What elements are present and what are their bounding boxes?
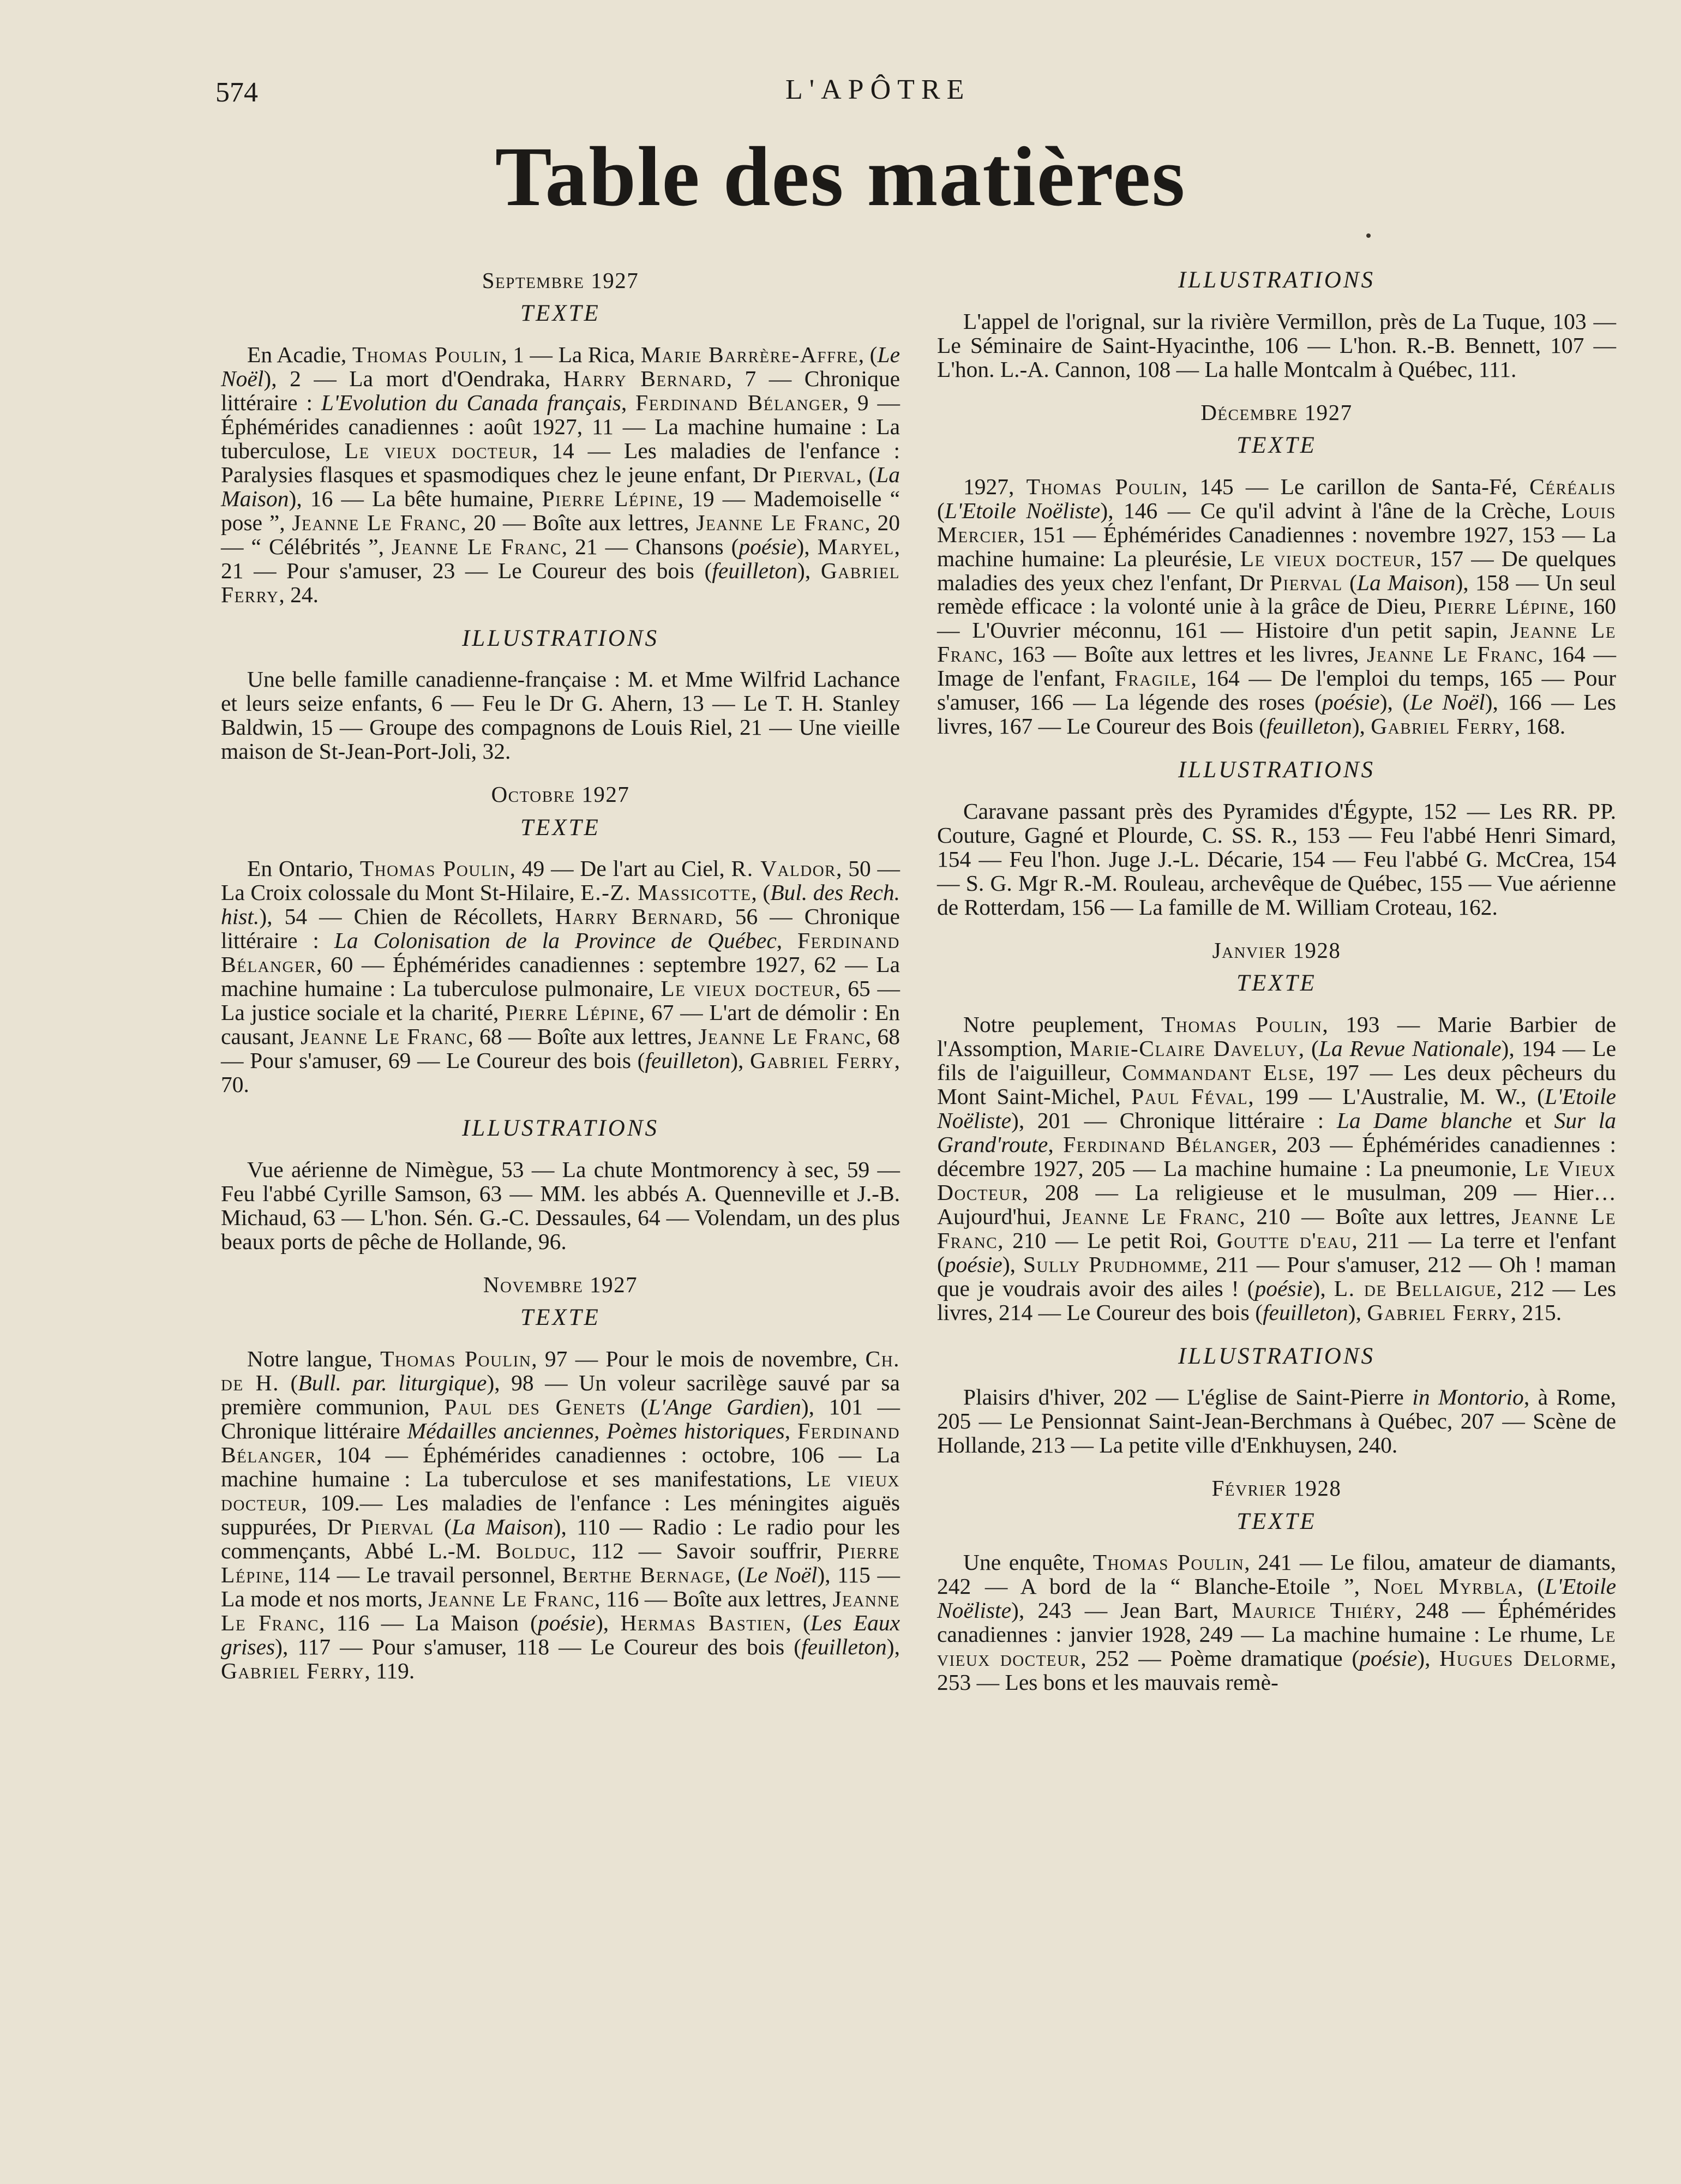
author-name: Thomas Poulin xyxy=(352,342,502,368)
author-name: Noel Myrbla xyxy=(1373,1574,1518,1599)
entry-text: , 193 — Marie Barbier de l'Assomption, xyxy=(937,1011,1616,1061)
author-name: Maryel xyxy=(817,533,894,559)
entry-text: , 104 — Éphémérides canadiennes : octobre, 106 — La machine humaine : La tuberculose et ses manifestations, xyxy=(221,1442,900,1491)
texte-heading: TEXTE xyxy=(1236,1508,1317,1534)
entry-text: , 65 — La justice sociale et la charité, xyxy=(221,976,900,1025)
italic-title: Bul. des Rech. hist. xyxy=(221,880,900,929)
author-name: Thomas Poulin xyxy=(1161,1011,1323,1037)
author-name: Le vieux docteur xyxy=(1240,545,1416,571)
italic-title: L'Evolution du Canada français xyxy=(321,390,621,415)
entry-text: , 70. xyxy=(221,1048,900,1097)
italic-title: Le Noël xyxy=(1410,689,1485,715)
entry-text: ), xyxy=(595,1610,621,1635)
entry-text: ), xyxy=(886,1634,900,1659)
author-name: Paul des Genets xyxy=(444,1394,626,1419)
entry-text: , 109.— Les maladies de l'enfance : Les méningites aiguës suppurées, Dr xyxy=(221,1490,900,1539)
entry-text: , 24. xyxy=(279,581,319,607)
author-name: Marie Barrère-Affre xyxy=(640,342,858,368)
entry-text: , 21 — Chansons ( xyxy=(561,533,739,559)
italic-title: poésie xyxy=(1322,689,1380,715)
entry-text: , 19 — Mademoiselle “ pose ”, xyxy=(221,485,900,535)
entry-text: , 208 — La religieuse et le musulman, 209 — Hier… Aujourd'hui, xyxy=(937,1179,1616,1229)
author-name: Ferdinand Bélanger xyxy=(635,390,843,415)
author-name: Sully Prudhomme xyxy=(1023,1251,1203,1277)
author-name: Jeanne Le Franc xyxy=(937,617,1616,667)
entry-text: ), 158 — Un seul remède efficace : la volonté unie à la grâce de Dieu, xyxy=(937,569,1617,619)
author-name: Le vieux docteur xyxy=(221,1466,900,1515)
author-name: Goutte d'eau xyxy=(1216,1227,1352,1253)
page-number: 574 xyxy=(215,77,258,108)
author-name: L. de Bellaigue xyxy=(1334,1275,1497,1301)
author-name: Céréalis xyxy=(1529,473,1617,499)
entry-text: , 114 — Le travail personnel, xyxy=(284,1562,562,1587)
author-name: Harry Bernard xyxy=(563,366,727,392)
entries-january-illustrations xyxy=(937,1385,1616,1457)
entry-text: ), xyxy=(1352,713,1371,739)
author-name: Le vieux docteur xyxy=(937,1622,1616,1671)
author-name: Ferdinand Bélanger xyxy=(1063,1131,1271,1157)
author-name: Jeanne Le Franc xyxy=(301,1024,468,1049)
entry-text: ), 115 — La mode et nos morts, xyxy=(221,1562,900,1611)
entry-text: , 68 — Pour s'amuser, 69 — Le Coureur des bois ( xyxy=(221,1024,900,1073)
author-name: Jeanne Le Franc xyxy=(221,1586,900,1635)
italic-title: feuilleton xyxy=(712,557,798,583)
entry-text: , 163 — Boîte aux lettres et les livres, xyxy=(998,641,1367,667)
left-column xyxy=(221,259,900,1702)
entry-text: ), 194 — Le fils de l'aiguilleur, xyxy=(937,1035,1616,1085)
entry-text: , 253 — Les bons et les mauvais remè- xyxy=(937,1646,1616,1695)
author-name: Pierre Lépine xyxy=(542,485,678,511)
entry-text: ( xyxy=(1342,569,1357,595)
italic-title: poésie xyxy=(1254,1275,1313,1301)
italic-title: poésie xyxy=(537,1610,596,1635)
entry-text: , 49 — De l'art au Ciel, xyxy=(509,856,731,881)
entry-text: , 97 — Pour le mois de novembre, xyxy=(531,1346,866,1371)
entries-october-illustrations xyxy=(221,1157,900,1253)
entry-text: ( xyxy=(279,1370,298,1395)
entry-text: , 248 — Éphémérides canadiennes : janvier 1928, 249 — La machine humaine : Le rhume, xyxy=(937,1598,1617,1647)
entry-text: , 50 — La Croix colossale du Mont St-Hilaire, xyxy=(221,856,900,905)
italic-title: L'Ange Gardien xyxy=(648,1394,801,1419)
entry-text: , 151 — Éphémérides Canadiennes : novembre 1927, 153 — La machine humaine: La pleurésie, xyxy=(937,521,1616,571)
italic-title: L'Etoile Noëliste xyxy=(937,1574,1616,1623)
entry-text: , 215. xyxy=(1510,1299,1562,1325)
entry-text: , 21 — Pour s'amuser, 23 — Le Coureur des bois ( xyxy=(221,533,900,583)
entry-text: ), xyxy=(796,533,818,559)
entry-text: ), 2 — La mort d'Oendraka, xyxy=(263,366,563,392)
author-name: Thomas Poulin xyxy=(380,1346,532,1371)
entry-text: ), 243 — Jean Bart, xyxy=(1011,1598,1232,1623)
entry-text: ( xyxy=(937,497,945,523)
author-name: Pierval xyxy=(1269,569,1343,595)
entry-text: , xyxy=(621,390,636,415)
entries-february-texte xyxy=(937,1550,1616,1694)
entries-november-illustrations xyxy=(937,309,1616,381)
entries-december-illustrations xyxy=(937,799,1616,919)
illustrations-heading: ILLUSTRATIONS xyxy=(461,625,659,651)
author-name: Commandant Else xyxy=(1122,1059,1309,1085)
entry-text: ), 101 — Chronique littéraire xyxy=(221,1394,900,1443)
italic-title: feuilleton xyxy=(801,1634,887,1659)
author-name: Jeanne Le Franc xyxy=(698,1024,866,1049)
entry-text: , ( xyxy=(856,461,876,487)
entry-text: ), 146 — Ce qu'il advint à l'âne de la Crèche, xyxy=(1100,497,1562,523)
entry-text: Vue aérienne de Nimègue, 53 — La chute Montmorency à sec, 59 — Feu l'abbé Cyrille Samson, 63 — MM. les abbés A. Quenneville et J.-B. Michaud, 63 — L'hon. Sén. G.-C. Dessaules, 64 — Volendam, un des plus beaux ports de pêche de Hollande, 96. xyxy=(221,1156,900,1254)
entry-text: Une enquête, xyxy=(963,1550,1093,1575)
entry-text: Plaisirs d'hiver, 202 — L'église de Saint-Pierre xyxy=(963,1384,1413,1410)
texte-heading: TEXTE xyxy=(520,1305,601,1331)
italic-title: in Montorio xyxy=(1412,1384,1524,1410)
italic-title: feuilleton xyxy=(1263,1299,1348,1325)
entry-text: ), 98 — Un voleur sacrilège sauvé par sa première communion, xyxy=(221,1370,900,1419)
entry-text: , ( xyxy=(725,1562,745,1587)
author-name: Gabriel Ferry xyxy=(221,557,900,607)
author-name: Harry Bernard xyxy=(555,904,718,929)
entry-text: Notre langue, xyxy=(247,1346,381,1371)
entry-text: ), xyxy=(1417,1646,1440,1671)
entry-text: Une belle famille canadienne-française : M. et Mme Wilfrid Lachance et leurs seize enfants, 6 — Feu le Dr G. Ahern, 13 — Le T. H. Stanley Baldwin, 15 — Groupe des compagnons de Louis Riel, 21 — Une vieille maison de St-Jean-Port-Joli, 32. xyxy=(221,667,900,764)
author-name: Pierval xyxy=(783,461,856,487)
running-head: L'APÔTRE xyxy=(785,74,971,105)
author-name: Pierre Lépine xyxy=(1433,593,1569,619)
entry-text: ), ( xyxy=(1379,689,1410,715)
entry-text: ), xyxy=(1002,1251,1023,1277)
entry-text: , 116 — La Maison ( xyxy=(319,1610,538,1635)
month-heading-january: Janvier 1928 xyxy=(1212,937,1341,963)
italic-title: poésie xyxy=(1359,1646,1418,1671)
entries-october-texte xyxy=(221,856,900,1096)
entry-text: , 211 — La terre et l'enfant ( xyxy=(937,1227,1616,1277)
entry-text: ( xyxy=(626,1394,649,1419)
author-name: R. Valdor xyxy=(731,856,836,881)
author-name: Jeanne Le Franc xyxy=(292,509,461,535)
author-name: Marie-Claire Daveluy xyxy=(1069,1035,1299,1061)
illustrations-heading: ILLUSTRATIONS xyxy=(1178,267,1376,293)
entry-text: , 112 — Savoir souffrir, xyxy=(570,1538,837,1563)
entry-text: En Acadie, xyxy=(247,342,352,368)
entry-text: ), 54 — Chien de Récollets, xyxy=(259,904,555,929)
italic-title: poésie xyxy=(739,533,797,559)
illustrations-heading: ILLUSTRATIONS xyxy=(1178,1343,1376,1369)
entry-text: , 160 — L'Ouvrier méconnu, 161 — Histoire d'un petit sapin, xyxy=(937,593,1617,643)
author-name: Hugues Delorme xyxy=(1439,1646,1611,1671)
entry-text: , 157 — De quelques maladies des yeux chez l'enfant, Dr xyxy=(937,545,1616,595)
entry-text: , 60 — Éphémérides canadiennes : septembre 1927, 62 — La machine humaine : La tuberculose pulmonaire, xyxy=(221,952,900,1001)
month-heading-november: Novembre 1927 xyxy=(483,1271,638,1297)
italic-title: L'Etoile Noëliste xyxy=(944,497,1101,523)
entry-text: , 197 — Les deux pêcheurs du Mont Saint-Michel, xyxy=(937,1059,1616,1109)
entry-text: , à Rome, 205 — Le Pensionnat Saint-Jean-Berchmans à Québec, 207 — Scène de Hollande, 213 — La petite ville d'Enkhuysen, 240. xyxy=(937,1384,1616,1458)
texte-heading: TEXTE xyxy=(1236,970,1317,997)
italic-title: Le Noël xyxy=(745,1562,818,1587)
month-heading-october: Octobre 1927 xyxy=(491,782,630,807)
entry-text: , 14 — Les maladies de l'enfance : Paralysies flasques et spasmodiques chez le jeune enfant, Dr xyxy=(221,437,900,487)
entries-september-texte xyxy=(221,343,900,607)
entry-text: 1927, xyxy=(963,473,1026,499)
entry-text: , 203 — Éphémérides canadiennes : décembre 1927, 205 — La machine humaine : La pneumonie, xyxy=(937,1131,1616,1181)
author-name: Bolduc xyxy=(496,1538,571,1563)
italic-title: Les Eaux grises xyxy=(221,1610,900,1659)
italic-title: La Maison xyxy=(1356,569,1456,595)
illustrations-heading: ILLUSTRATIONS xyxy=(1178,757,1376,783)
author-name: Berthe Bernage xyxy=(562,1562,725,1587)
author-name: Ferdinand Bélanger xyxy=(221,928,900,977)
author-name: Jeanne Le Franc xyxy=(428,1586,595,1611)
entry-text: , 56 — Chronique littéraire : xyxy=(221,904,900,953)
entry-text: , 119. xyxy=(364,1658,415,1683)
entry-text: , 68 — Boîte aux lettres, xyxy=(467,1024,699,1049)
entries-september-illustrations xyxy=(221,667,900,763)
entry-text: , xyxy=(776,928,797,953)
entry-text: , 212 — Les livres, 214 — Le Coureur des bois ( xyxy=(937,1275,1617,1325)
italic-title: L'Etoile Noëliste xyxy=(937,1083,1616,1133)
entry-text: Notre peuplement, xyxy=(963,1011,1162,1037)
italic-title: La Maison xyxy=(221,461,900,511)
entry-text: , ( xyxy=(751,880,771,905)
author-name: Gabriel Ferry xyxy=(1371,713,1515,739)
entry-text: ), 166 — Les livres, 167 — Le Coureur des Bois ( xyxy=(937,689,1617,739)
entry-text: , 241 — Le filou, amateur de diamants, 242 — A bord de la “ Blanche-Etoile ”, xyxy=(937,1550,1616,1599)
entry-text: L'appel de l'orignal, sur la rivière Vermillon, près de La Tuque, 103 — Le Séminaire de Saint-Hyacinthe, 106 — L'hon. R.-B. Bennett, 107 — L'hon. L.-A. Cannon, 108 — La halle Montcalm à Québec, 111. xyxy=(937,308,1616,382)
italic-title: Médailles anciennes, Poèmes historiques xyxy=(407,1418,785,1443)
author-name: Pierre Lépine xyxy=(221,1538,900,1587)
entry-text: , 20 — “ Célébrités ”, xyxy=(221,509,900,559)
entry-text: En Ontario, xyxy=(247,856,360,881)
italic-title: La Revue Nationale xyxy=(1318,1035,1502,1061)
italic-title: Bull. par. liturgique xyxy=(298,1370,487,1395)
italic-title: Sur la Grand'route xyxy=(937,1107,1616,1157)
italic-title: feuilleton xyxy=(645,1048,731,1073)
texte-heading: TEXTE xyxy=(1236,432,1317,458)
author-name: E.-Z. Massicotte xyxy=(580,880,752,905)
author-name: Jeanne Le Franc xyxy=(696,509,865,535)
author-name: Le vieux docteur xyxy=(344,437,532,463)
entries-november-texte xyxy=(221,1347,900,1683)
author-name: Maurice Thiéry xyxy=(1232,1598,1396,1623)
entry-text: Caravane passant près des Pyramides d'Égypte, 152 — Les RR. PP. Couture, Gagné et Plourde, C. SS. R., 153 — Feu l'abbé Henri Simard, 154 — Feu l'hon. Juge J.-L. Décarie, 154 — Feu l'abbé G. McCrea, 154 — S. G. Mgr R.-M. Rouleau, archevêque de Québec, 155 — Vue aérienne de Rotterdam, 156 — La famille de M. William Croteau, 162. xyxy=(937,798,1616,920)
entry-text: , 211 — Pour s'amuser, 212 — Oh ! maman que je voudrais avoir des ailes ! ( xyxy=(937,1251,1616,1301)
entry-text: , 145 — Le carillon de Santa-Fé, xyxy=(1181,473,1530,499)
entry-text: , 168. xyxy=(1514,713,1566,739)
author-name: Jeanne Le Franc xyxy=(1367,641,1538,667)
italic-title: Le Noël xyxy=(221,342,900,392)
author-name: Ch. de H. xyxy=(221,1346,900,1395)
entry-text: , 20 — Boîte aux lettres, xyxy=(460,509,697,535)
entry-text: , xyxy=(1048,1131,1064,1157)
author-name: Jeanne Le Franc xyxy=(937,1203,1617,1253)
entries-january-texte xyxy=(937,1012,1616,1324)
author-name: Jeanne Le Franc xyxy=(1062,1203,1240,1229)
entry-text: ), xyxy=(1348,1299,1367,1325)
author-name: Jeanne Le Franc xyxy=(392,533,562,559)
entry-text: , 164 — Image de l'enfant, xyxy=(937,641,1617,691)
entry-text: , 9 — Éphémérides canadiennes : août 1927, 11 — La machine humaine : La tuberculose, xyxy=(221,390,900,463)
author-name: Hermas Bastien xyxy=(620,1610,786,1635)
author-name: Gabriel Ferry xyxy=(1367,1299,1511,1325)
texte-heading: TEXTE xyxy=(520,814,601,841)
entry-text: , ( xyxy=(1517,1574,1545,1599)
entry-text: ), 110 — Radio : Le radio pour les commençants, Abbé L.-M. xyxy=(221,1514,900,1563)
entry-text: , 210 — Le petit Roi, xyxy=(998,1227,1217,1253)
entry-text: ), xyxy=(1312,1275,1334,1301)
italic-title: La Colonisation de la Province de Québec xyxy=(334,928,777,953)
author-name: Pierval xyxy=(361,1514,434,1539)
month-heading-december: Décembre 1927 xyxy=(1200,399,1353,425)
author-name: Pierre Lépine xyxy=(505,1000,639,1025)
entries-december-texte xyxy=(937,475,1616,739)
author-name: Paul Féval xyxy=(1131,1083,1248,1109)
entry-text: , 210 — Boîte aux lettres, xyxy=(1239,1203,1512,1229)
entry-text: ), xyxy=(730,1048,751,1073)
author-name: Le Vieux Docteur xyxy=(937,1155,1616,1205)
entry-text: ), 201 — Chronique littéraire : xyxy=(1011,1107,1337,1133)
author-name: Thomas Poulin xyxy=(359,856,510,881)
italic-title: La Dame blanche xyxy=(1336,1107,1512,1133)
ink-fleck xyxy=(1366,233,1371,238)
entry-text: , 7 — Chronique littéraire : xyxy=(221,366,900,415)
author-name: Thomas Poulin xyxy=(1092,1550,1245,1575)
author-name: Thomas Poulin xyxy=(1026,473,1182,499)
entry-text: , 164 — De l'emploi du temps, 165 — Pour s'amuser, 166 — La légende des roses ( xyxy=(937,665,1617,715)
entry-text: , ( xyxy=(785,1610,811,1635)
right-column xyxy=(937,259,1616,1714)
entry-text: , ( xyxy=(858,342,878,368)
entry-text: ( xyxy=(434,1514,452,1539)
entry-text: ), 117 — Pour s'amuser, 118 — Le Coureur des bois ( xyxy=(275,1634,802,1659)
author-name: Ferdinand Bélanger xyxy=(221,1418,900,1467)
month-heading-september: Septembre 1927 xyxy=(482,268,639,293)
entry-text: ), 16 — La bête humaine, xyxy=(289,485,542,511)
author-name: Le vieux docteur xyxy=(661,976,836,1001)
entry-text: , xyxy=(784,1418,797,1443)
author-name: Gabriel Ferry xyxy=(750,1048,894,1073)
page-title: Table des matières xyxy=(495,129,1186,224)
entry-text: , 67 — L'art de démolir : En causant, xyxy=(221,1000,900,1049)
author-name: Gabriel Ferry xyxy=(221,1658,365,1683)
entry-text: et xyxy=(1512,1107,1554,1133)
entry-text: , 252 — Poème dramatique ( xyxy=(1080,1646,1360,1671)
texte-heading: TEXTE xyxy=(520,301,601,327)
italic-title: La Maison xyxy=(451,1514,554,1539)
month-heading-february: Février 1928 xyxy=(1211,1475,1342,1501)
author-name: Louis Mercier xyxy=(937,497,1616,547)
entry-text: , 199 — L'Australie, M. W., ( xyxy=(1248,1083,1545,1109)
entry-text: , ( xyxy=(1298,1035,1319,1061)
entry-text: ), xyxy=(797,557,821,583)
entry-text: , 1 — La Rica, xyxy=(501,342,641,368)
italic-title: feuilleton xyxy=(1266,713,1352,739)
author-name: Fragile xyxy=(1114,665,1191,691)
italic-title: poésie xyxy=(944,1251,1002,1277)
illustrations-heading: ILLUSTRATIONS xyxy=(461,1115,659,1142)
entry-text: , 116 — Boîte aux lettres, xyxy=(594,1586,833,1611)
